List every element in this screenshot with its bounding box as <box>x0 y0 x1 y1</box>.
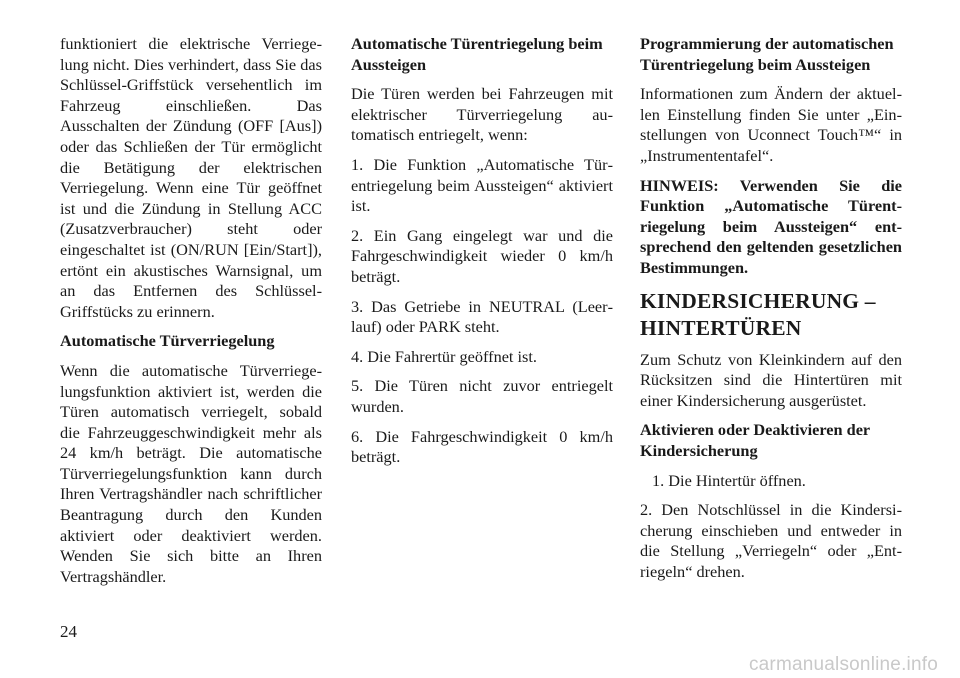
paragraph-programming-info: Informationen zum Ändern der aktuellen Einstellung finden Sie unter „Einstellungen von Uconnect Touch™“ in „Instrumententafel“. <box>640 84 902 165</box>
column-right <box>640 34 902 591</box>
paragraph-electric-lock: funktioniert die elektrische Verriegelung nicht. Dies verhindert, dass Sie das Schlüssel-Griffstück versehentlich im Fahrzeug einschließen. Das Ausschalten der Zündung (OFF [Aus]) oder das Schließen der Tür ermöglicht die Betätigung der elektrischen Verriegelung. Wenn eine Tür geöffnet ist und die Zündung in Stellung ACC (Zusatzverbraucher) steht oder eingeschaltet ist (ON/RUN [Ein/Start]), ertönt ein akustisches Warnsignal, um an das Entfernen des Schlüssel-Griffstücks zu erinnern. <box>60 34 322 321</box>
column-middle <box>351 34 613 477</box>
list-item: 3. Das Getriebe in NEUTRAL (Leerlauf) oder PARK steht. <box>351 296 613 337</box>
section-title-child-lock: KINDERSICHERUNG – HINTERTÜREN <box>640 288 876 340</box>
heading-automatic-door-lock: Automatische Türverriegelung <box>60 331 275 351</box>
list-item: 2. Den Notschlüssel in die Kindersicherung einschieben und entweder in die Stellung „Verriegeln“ oder „Entriegeln“ drehen. <box>640 500 902 581</box>
column-left <box>60 34 322 596</box>
heading-auto-unlock-on-exit: Automatische Türentriegelung beim Aussteigen <box>351 34 603 74</box>
list-item: 5. Die Türen nicht zuvor entriegelt wurden. <box>351 376 613 416</box>
paragraph-child-lock: Zum Schutz von Kleinkindern auf den Rücksitzen sind die Hintertüren mit einer Kindersicherung ausgerüstet. <box>640 349 902 410</box>
watermark: carmanualsonline.info <box>748 654 938 675</box>
list-item: 2. Ein Gang eingelegt war und die Fahrgeschwindigkeit wieder 0 km/h beträgt. <box>351 225 613 286</box>
paragraph-auto-unlock-intro: Die Türen werden bei Fahrzeugen mit elektrischer Türverriegelung automatisch entriegelt, wenn: <box>351 84 613 145</box>
list-item: 6. Die Fahrgeschwindigkeit 0 km/h beträgt. <box>351 426 613 467</box>
list-item: 1. Die Hintertür öffnen. <box>652 470 806 490</box>
list-item: 4. Die Fahrertür geöffnet ist. <box>351 346 537 366</box>
note-hinweis: HINWEIS: Verwenden Sie die Funktion „Automatische Türentriegelung beim Aussteigen“ entsprechend den geltenden gesetzlichen Bestimmungen. <box>640 175 902 277</box>
list-item: 1. Die Funktion „Automatische Türentriegelung beim Aussteigen“ aktiviert ist. <box>351 154 613 216</box>
page-number: 24 <box>60 622 77 641</box>
heading-programming-auto-unlock: Programmierung der automatischen Türentriegelung beim Aussteigen <box>640 34 894 74</box>
heading-activate-child-lock: Aktivieren oder Deaktivieren der Kindersicherung <box>640 420 870 460</box>
paragraph-automatic-door-lock: Wenn die automatische Türverriegelungsfunktion aktiviert ist, werden die Türen automatisch verriegelt, sobald die Fahrzeuggeschwindigkeit mehr als 24 km/h beträgt. Die automatische Türverriegelungsfunktion kann durch Ihren Vertragshändler nach schriftlicher Beantragung durch den Kunden aktiviert oder deaktiviert werden. Wenden Sie sich bitte an Ihren Vertragshändler. <box>60 360 322 586</box>
